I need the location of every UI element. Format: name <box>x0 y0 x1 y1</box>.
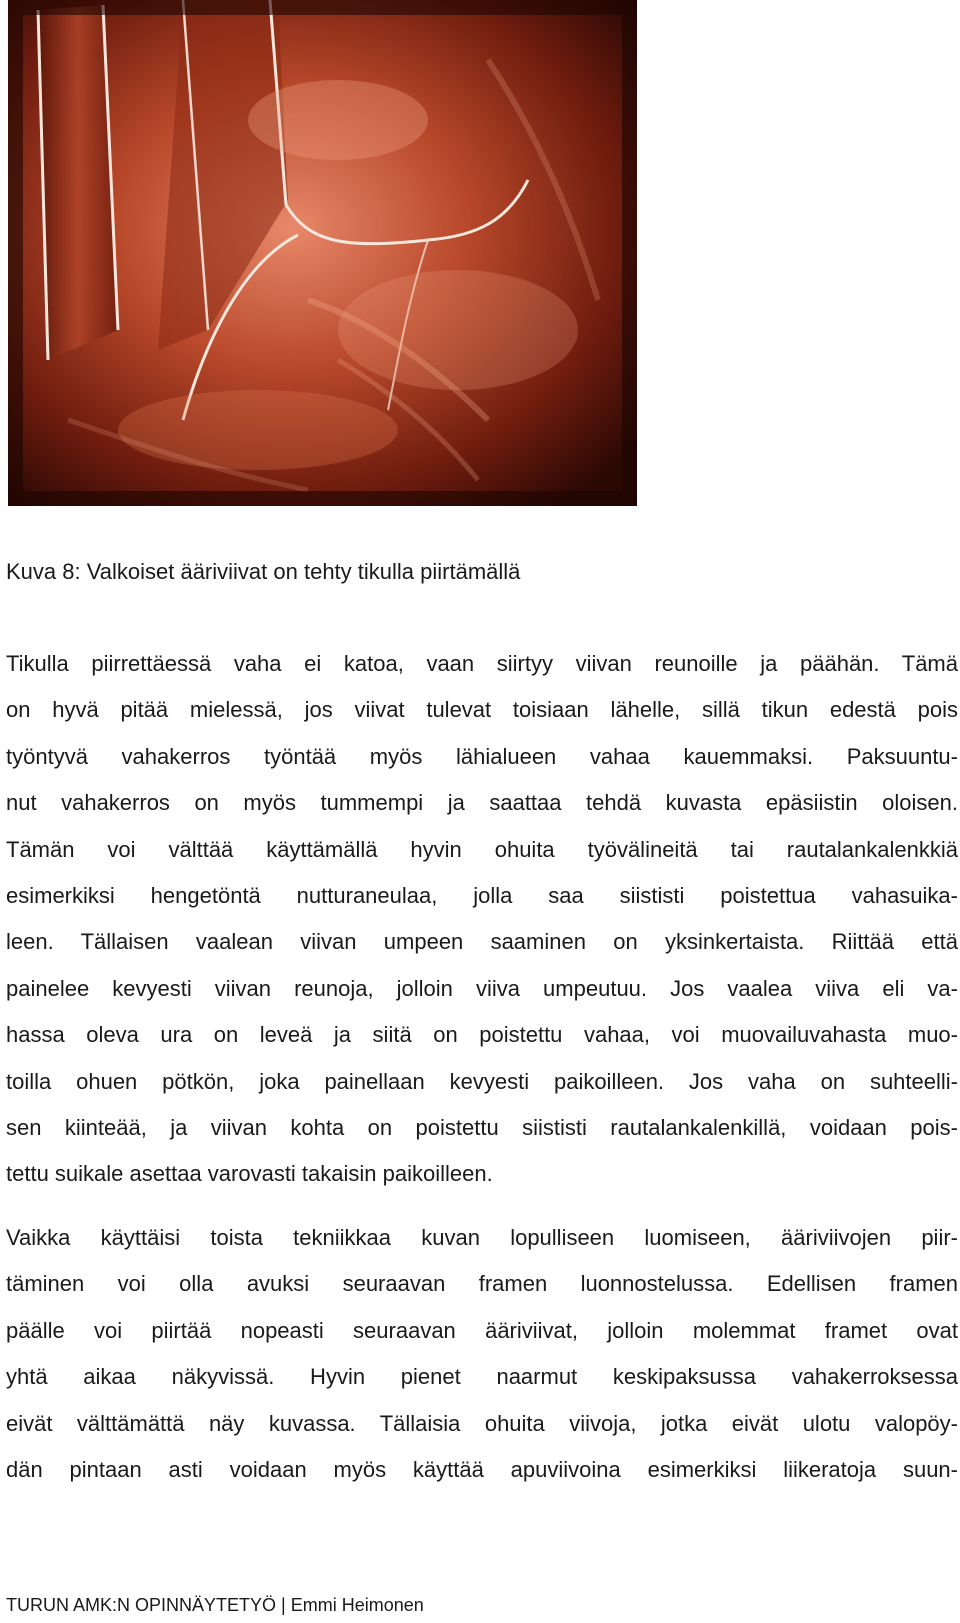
paragraph-line: eivät välttämättä näy kuvassa. Tällaisia ohuita viivoja, jotka eivät ulotu valopöy- <box>6 1410 958 1436</box>
paragraph-line: sen kiinteää, ja viivan kohta on poistettu siististi rautalankalenkillä, voidaan pois- <box>6 1115 958 1141</box>
paragraph-line: Tikulla piirrettäessä vaha ei katoa, vaan siirtyy viivan reunoille ja päähän. Tämä <box>6 651 958 676</box>
paragraph-line: täminen voi olla avuksi seuraavan framen luonnostelussa. Edellisen framen <box>6 1271 958 1297</box>
paragraph-line: dän pintaan asti voidaan myös käyttää apuviivoina esimerkiksi liikeratoja suun- <box>6 1457 958 1483</box>
figure-caption: Kuva 8: Valkoiset ääriviivat on tehty tikulla piirtämällä <box>6 559 521 584</box>
paragraph-line: hassa oleva ura on leveä ja siitä on poistettu vahaa, voi muovailuvahasta muo- <box>6 1022 958 1048</box>
paragraph-line: tettu suikale asettaa varovasti takaisin paikoilleen. <box>6 1161 493 1187</box>
page-footer: TURUN AMK:N OPINNÄYTETYÖ | Emmi Heimonen <box>6 1595 424 1615</box>
paragraph-line: leen. Tällaisen vaalean viivan umpeen saaminen on yksinkertaista. Riittää että <box>6 929 958 955</box>
paragraph-line: nut vahakerros on myös tummempi ja saattaa tehdä kuvasta epäsiistin oloisen. <box>6 790 958 816</box>
paragraph-line: Vaikka käyttäisi toista tekniikkaa kuvan lopulliseen luomiseen, ääriviivojen piir- <box>6 1225 958 1250</box>
wax-photo-illustration <box>8 0 637 506</box>
paragraph-line: on hyvä pitää mielessä, jos viivat tulevat toisiaan lähelle, sillä tikun edestä pois <box>6 697 958 723</box>
body-paragraph-1 <box>6 641 958 1198</box>
paragraph-line: toilla ohuen pötkön, joka painellaan kevyesti paikoilleen. Jos vaha on suhteelli- <box>6 1068 958 1094</box>
paragraph-line: painelee kevyesti viivan reunoja, jolloin viiva umpeutuu. Jos vaalea viiva eli va- <box>6 975 958 1001</box>
wax-animation-photo <box>8 0 637 506</box>
paragraph-line: työntyvä vahakerros työntää myös lähialueen vahaa kauemmaksi. Paksuuntu- <box>6 743 958 769</box>
paragraph-line: yhtä aikaa näkyvissä. Hyvin pienet naarmut keskipaksussa vahakerroksessa <box>6 1364 958 1390</box>
paragraph-line: Tämän voi välttää käyttämällä hyvin ohuita työvälineitä tai rautalankalenkkiä <box>6 836 958 862</box>
paragraph-line: esimerkiksi hengetöntä nutturaneulaa, jolla saa siististi poistettua vahasuika- <box>6 883 958 909</box>
paragraph-line: päälle voi piirtää nopeasti seuraavan ääriviivat, jolloin molemmat framet ovat <box>6 1317 958 1343</box>
body-paragraph-2 <box>6 1215 958 1493</box>
